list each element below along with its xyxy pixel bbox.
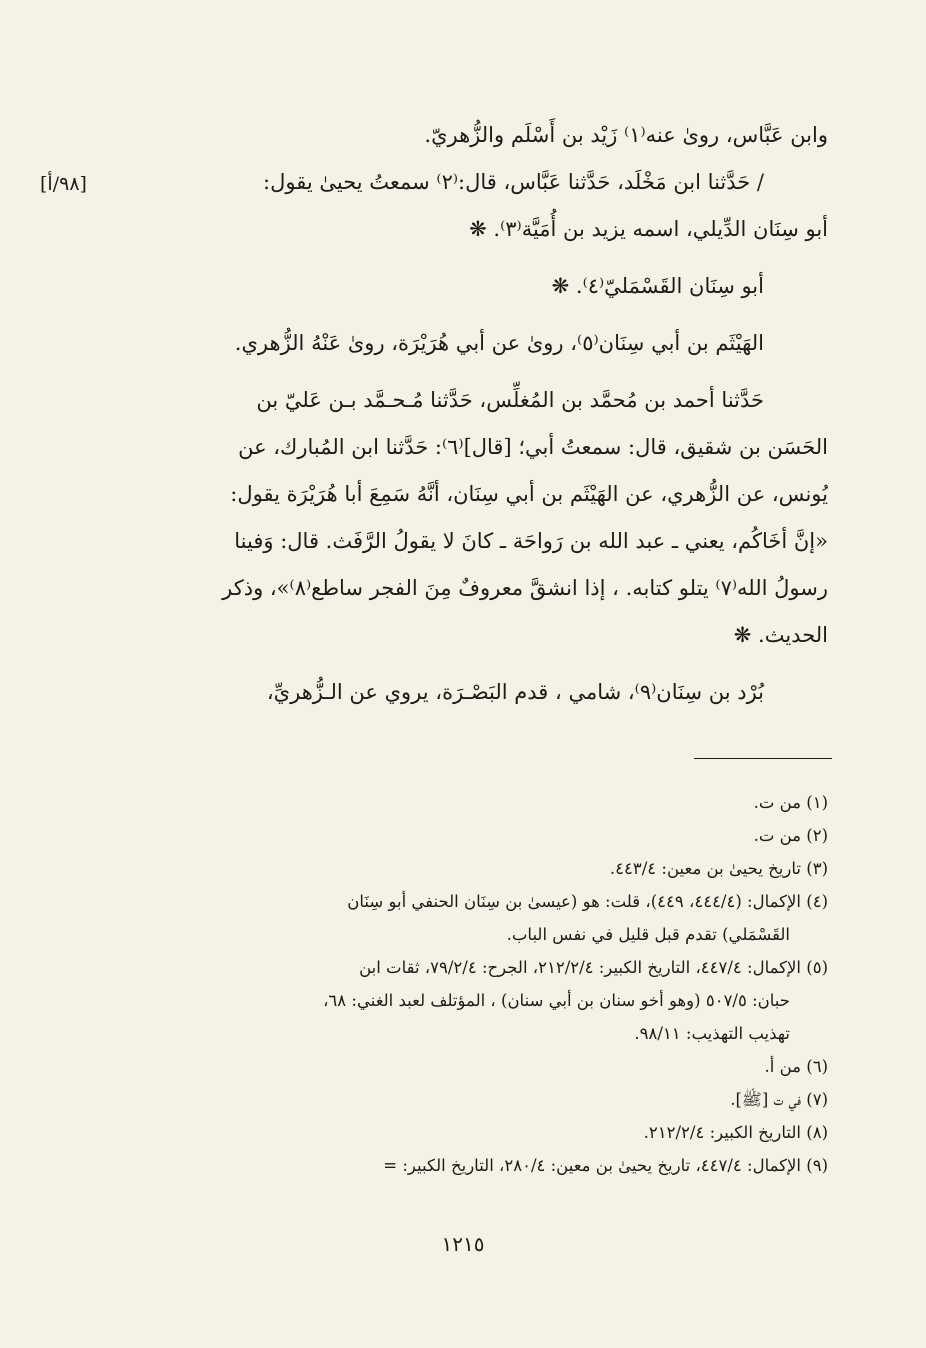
text-line: حَدَّثنا أحمد بن مُحمَّد بن المُغلِّس، حَدَّثنا مُـحـمَّد بـن عَليّ بن: [256, 388, 764, 412]
text-line: أبو سِنَان الدِّيلي، اسمه يزيد بن أُمَيَّة⁽٣⁾. ❋: [469, 217, 828, 241]
footnote-line: (٩) الإكمال: ٤٤٧/٤، تاريخ يحيىٰ بن معين: ٢٨٠/٤، التاريخ الكبير: =: [383, 1156, 828, 1175]
paragraph-gap: [110, 659, 828, 669]
text-line: الحَسَن بن شقيق، قال: سمعتُ أبي؛ [قال]⁽٦⁾: حَدَّثنا ابن المُبارك، عن: [238, 435, 828, 459]
footnote-line: (٢) من ت.: [753, 826, 828, 845]
footnote-line: (٦) من أ.: [764, 1057, 828, 1076]
text-line: الهَيْثَم بن أبي سِنَان⁽٥⁾، روىٰ عن أبي هُرَيْرَة، روىٰ عَنْهُ الزُّهري.: [234, 331, 764, 355]
page-number: ١٢١٥: [441, 1232, 485, 1256]
footnote-line: (٤) الإكمال: (٤٤٤/٤، ٤٤٩)، قلت: هو (عيسىٰ بن سِنَان الحنفي أبو سِنَان: [347, 892, 828, 911]
text-line: وابن عَبَّاس، روىٰ عنه⁽١⁾ زَيْد بن أَسْلَم والزُّهريّ.: [424, 123, 828, 147]
text-line: بُرْد بن سِنَان⁽٩⁾، شامي ، قدم البَصْـرَة، يروي عن الـزُّهريِّ،: [266, 680, 764, 704]
text-line: أبو سِنَان القَسْمَليّ⁽٤⁾. ❋: [551, 274, 764, 298]
footnote-line: (٣) تاريخ يحيىٰ بن معين: ٤٤٣/٤.: [609, 859, 828, 878]
paragraph-gap: [110, 310, 828, 320]
text-line: «إنَّ أخَاكُم، يعني ـ عبد الله بن رَواحَة ـ كانَ لا يقولُ الرَّفَث. قال: وَفينا: [234, 529, 828, 553]
footnote-line: تهذيب التهذيب: ٩٨/١١.: [634, 1024, 790, 1043]
footnote-line: (٨) التاريخ الكبير: ٢١٢/٢/٤.: [643, 1123, 828, 1142]
paragraph-gap: [110, 367, 828, 377]
footnote-line: القَسْمَلي) تقدم قبل قليل في نفس الباب.: [506, 925, 790, 944]
text-line: يُونس، عن الزُّهري، عن الهَيْثَم بن أبي سِنَان، أنَّهُ سَمِعَ أبا هُرَيْرَة يقول:: [230, 482, 828, 506]
manuscript-folio-reference: [٩٨/أ]: [40, 173, 87, 195]
footnote-line: حبان: ٥٠٧/٥ (وهو أخو سنان بن أبي سنان) ، المؤتلف لعبد الغني: ٦٨،: [323, 991, 790, 1010]
footnote-line: (٧) في ت [ﷺ].: [730, 1090, 828, 1109]
text-line: / حَدَّثنا ابن مَخْلَد، حَدَّثنا عَبَّاس، قال:⁽٢⁾ سمعتُ يحيىٰ يقول:: [263, 170, 764, 194]
text-line: الحديث. ❋: [733, 623, 828, 647]
main-text: [110, 112, 828, 716]
text-line: رسولُ الله⁽٧⁾ يتلو كتابه. ، إذا انشقَّ معروفٌ مِنَ الفجر ساطع⁽٨⁾»، وذكر: [222, 576, 828, 600]
footnote-line: (٥) الإكمال: ٤٤٧/٤، التاريخ الكبير: ٢١٢/٢/٤، الجرح: ٧٩/٢/٤، ثقات ابن: [359, 958, 828, 977]
paragraph-gap: [110, 253, 828, 263]
footnotes: [110, 786, 828, 1182]
footnote-line: (١) من ت.: [753, 793, 828, 812]
footnote-separator: [694, 758, 832, 759]
